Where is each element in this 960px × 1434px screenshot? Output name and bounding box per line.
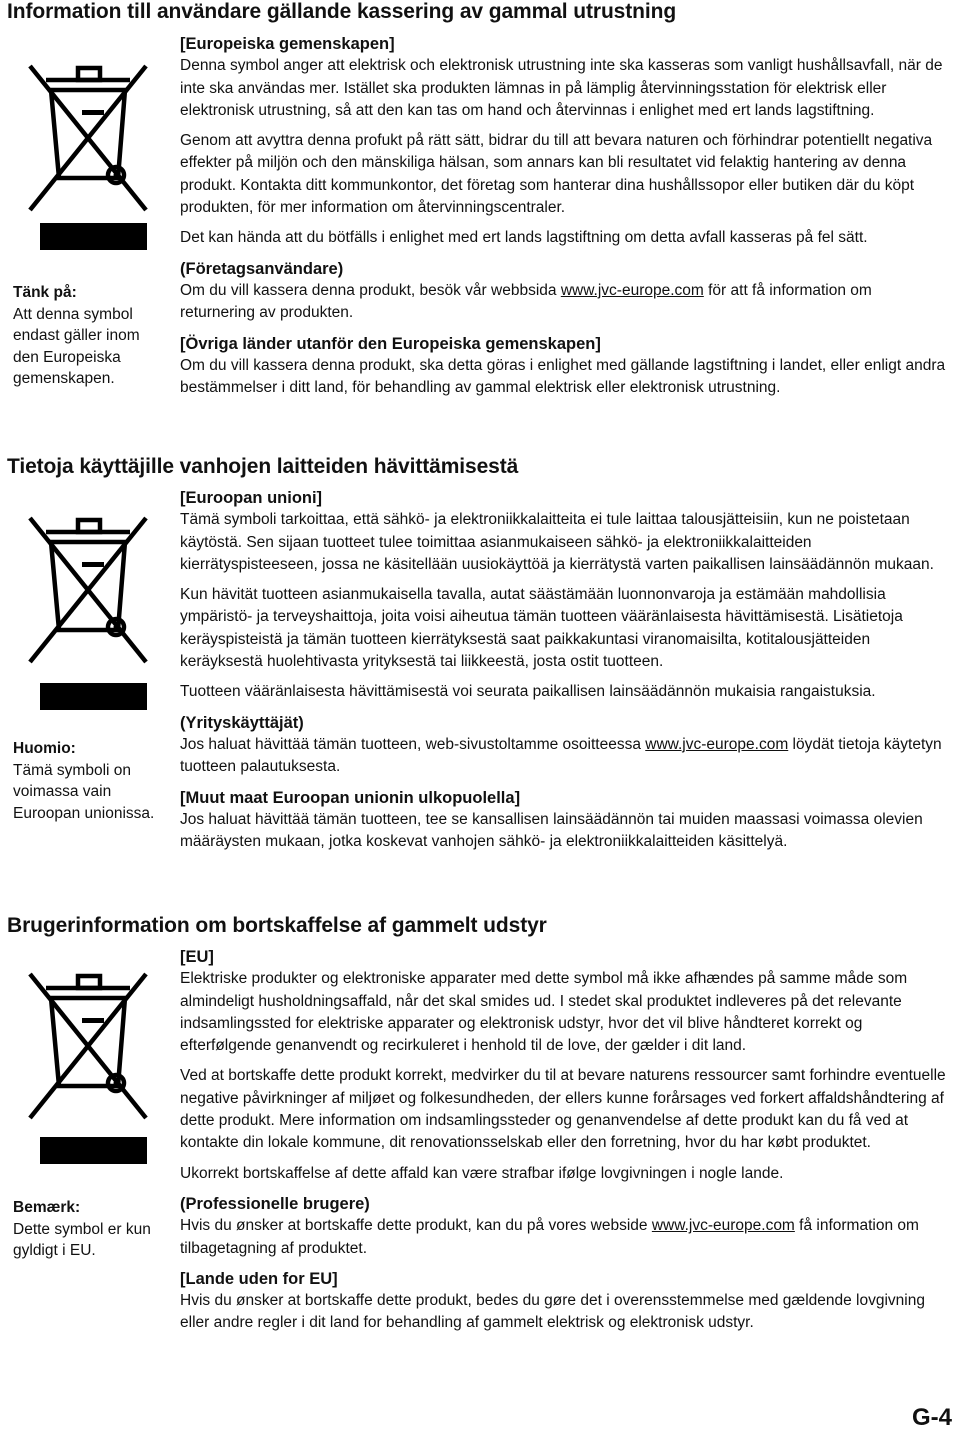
paragraph: Tuotteen vääränlaisesta hävittämisestä voi seurata paikallisen lainsäädännön mukaisia rangaistuksia.	[180, 683, 876, 701]
note-heading: Huomio:	[13, 740, 76, 757]
note	[13, 282, 163, 390]
website-link[interactable]: www.jvc-europe.com	[651, 1217, 795, 1235]
website-link[interactable]: www.jvc-europe.com	[560, 281, 704, 299]
paragraph: Denna symbol anger att elektrisk och elektronisk utrustning inte ska kasseras som vanligt hushållsavfall, när de inte ska användas mer. Istället ska produkten lämnas in på lämplig återvinningsstation för elektrisk eller elektronisk utrustning, så att den kan tas om hand och återvinnas i enlighet med ert lands lagstiftning.	[180, 57, 943, 119]
subheading-non-eu: [Lande uden for EU]	[180, 1269, 338, 1288]
paragraph: Ukorrekt bortskaffelse af dette affald kan være strafbar ifølge lovgivningen i nogle lande.	[180, 1164, 784, 1182]
note-heading: Bemærk:	[13, 1199, 81, 1216]
subheading-eu: [Euroopan unioni]	[180, 489, 323, 507]
paragraph: Hvis du ønsker at bortskaffe dette produkt, bedes du gøre det i overensstemmelse med gældende lovgivning eller andre regler i dit land for behandling af gammelt elektrisk og elektronisk udstyr.	[180, 1292, 925, 1332]
text: få information om tilbagetagning af produktet.	[180, 1217, 919, 1257]
section-title: Tietoja käyttäjille vanhojen laitteiden hävittämisestä	[7, 455, 519, 478]
crossed-out-wheelie-bin-icon	[26, 956, 150, 1122]
section-swedish	[0, 0, 960, 420]
text: Hvis du ønsker at bortskaffe dette produkt, kan du på vores webside	[180, 1217, 652, 1235]
note-text: Dette symbol er kun gyldigt i EU.	[13, 1220, 151, 1259]
page-number: G-4	[911, 1404, 952, 1431]
paragraph: Tämä symboli tarkoittaa, että sähkö- ja elektroniikkalaitteita ei tule laittaa talousjätteisiin, kun ne poistetaan käytöstä. Sen sijaan tuotteet tulee toimittaa asianmukaiseen sähkö- ja elektroniikkalaitteiden kierrätyspisteeseen, jossa ne käsitellään uusiokäyttöä ja kierrätystä varten paikallisen lainsäädännön mukaan.	[180, 511, 934, 573]
website-link[interactable]: www.jvc-europe.com	[645, 735, 789, 753]
subheading-eu: [EU]	[180, 948, 214, 966]
note-text: Tämä symboli on voimassa vain Euroopan unionissa.	[13, 761, 155, 822]
section-title: Brugerinformation om bortskaffelse af gammelt udstyr	[7, 914, 547, 937]
text: Jos haluat hävittää tämän tuotteen, web-sivustoltamme osoitteessa	[180, 735, 646, 753]
paragraph: Jos haluat hävittää tämän tuotteen, tee se kansallisen lainsäädännön tai muiden maassasi voimassa olevien määräysten mukaan, jotka koskevat vanhojen sähkö- ja elektroniikkalaitteiden käsittelyä.	[180, 810, 923, 851]
section-body	[180, 487, 948, 853]
crossed-out-wheelie-bin-icon	[26, 500, 150, 666]
black-bar	[40, 683, 147, 710]
subheading-non-eu: [Övriga länder utanför den Europeiska gemenskapen]	[180, 334, 601, 353]
subheading-business: (Företagsanvändare)	[180, 259, 344, 278]
section-body	[180, 946, 948, 1335]
black-bar	[40, 223, 147, 250]
paragraph: Genom att avyttra denna profukt på rätt sätt, bidrar du till att bevara naturen och förhindrar potentiellt negativa effekter på miljön och den mänskiliga hälsan, som annars kan bli resultatet vid felaktig hantering av denna produkt. Kontakta ditt kommunkontor, det företag som hanterar dina hushållssopor eller butiken där du köpt produkten, för mer information om återvinningscentraler.	[180, 132, 933, 217]
paragraph: Elektriske produkter og elektroniske apparater med dette symbol må ikke afhændes på samme måde som almindeligt husholdningsaffald, når det skal smides ud. I stedet skal produktet indleveres på det relevante indsamlingssted for elektriske apparater og elektronisk udstyr, hvor det vil blive håndteret korrekt og efterfølgende genanvendt og recirkuleret i henhold til de love, der gælder i dit land.	[180, 970, 908, 1055]
subheading-business: (Yrityskäyttäjät)	[180, 713, 304, 732]
section-finnish	[0, 455, 960, 885]
black-bar	[40, 1137, 147, 1164]
section-danish	[0, 914, 960, 1374]
note	[13, 738, 163, 824]
section-body	[180, 33, 948, 399]
text: för att få information om returnering av produkten.	[180, 281, 872, 322]
paragraph-with-link	[180, 1215, 948, 1260]
paragraph-with-link	[180, 280, 948, 325]
crossed-out-wheelie-bin-icon	[26, 48, 150, 214]
text: löydät tietoja käytetyn tuotteen palautuksesta.	[180, 735, 942, 776]
note-heading: Tänk på:	[13, 284, 77, 301]
paragraph: Kun hävität tuotteen asianmukaisella tavalla, autat säästämään luonnonvaroja ja estämään mahdollisia ympäristö- ja terveyshaittoja, joita voisi aiheutua tämän tuotteen vääränlaisesta hävittämisestä. Lisätietoja keräyspisteistä ja tämän tuotteen kierrätyksestä saat paikkakuntasi viranomaisilta, kotitalousjätteiden keräyksestä huolehtivasta yrityksestä tai liikkeestä, josta ostit tuotteen.	[180, 586, 903, 671]
paragraph: Det kan hända att du bötfälls i enlighet med ert lands lagstiftning om detta avfall kasseras på fel sätt.	[180, 229, 868, 247]
text: Om du vill kassera denna produkt, besök vår webbsida	[180, 281, 561, 299]
subheading-non-eu: [Muut maat Euroopan unionin ulkopuolella]	[180, 788, 521, 807]
paragraph: Om du vill kassera denna produkt, ska detta göras i enlighet med gällande lagstiftning i landet, eller enligt andra bestämmelser i ditt land, för behandling av gammal elektrisk eller elektronisk utrustning.	[180, 356, 946, 397]
paragraph-with-link	[180, 734, 948, 779]
note-text: Att denna symbol endast gäller inom den Europeiska gemenskapen.	[13, 305, 140, 387]
note	[13, 1197, 163, 1262]
subheading-business: (Professionelle brugere)	[180, 1194, 370, 1213]
subheading-eu: [Europeiska gemenskapen]	[180, 35, 395, 53]
paragraph: Ved at bortskaffe dette produkt korrekt, medvirker du til at bevare naturens ressourcer samt forhindre eventuelle negative påvirkninger af miljøet og folkesundheden, der ellers kunne forårsages ved forkert affaldshåndtering af dette produkt. Mere information om indsamlingssteder og genanvendelse af dette produkt kan du få ved at kontakte din lokale kommune, dit renovationsselskab eller den forretning, hvor du har købt produktet.	[180, 1067, 946, 1152]
section-title: Information till användare gällande kassering av gammal utrustning	[7, 0, 677, 23]
